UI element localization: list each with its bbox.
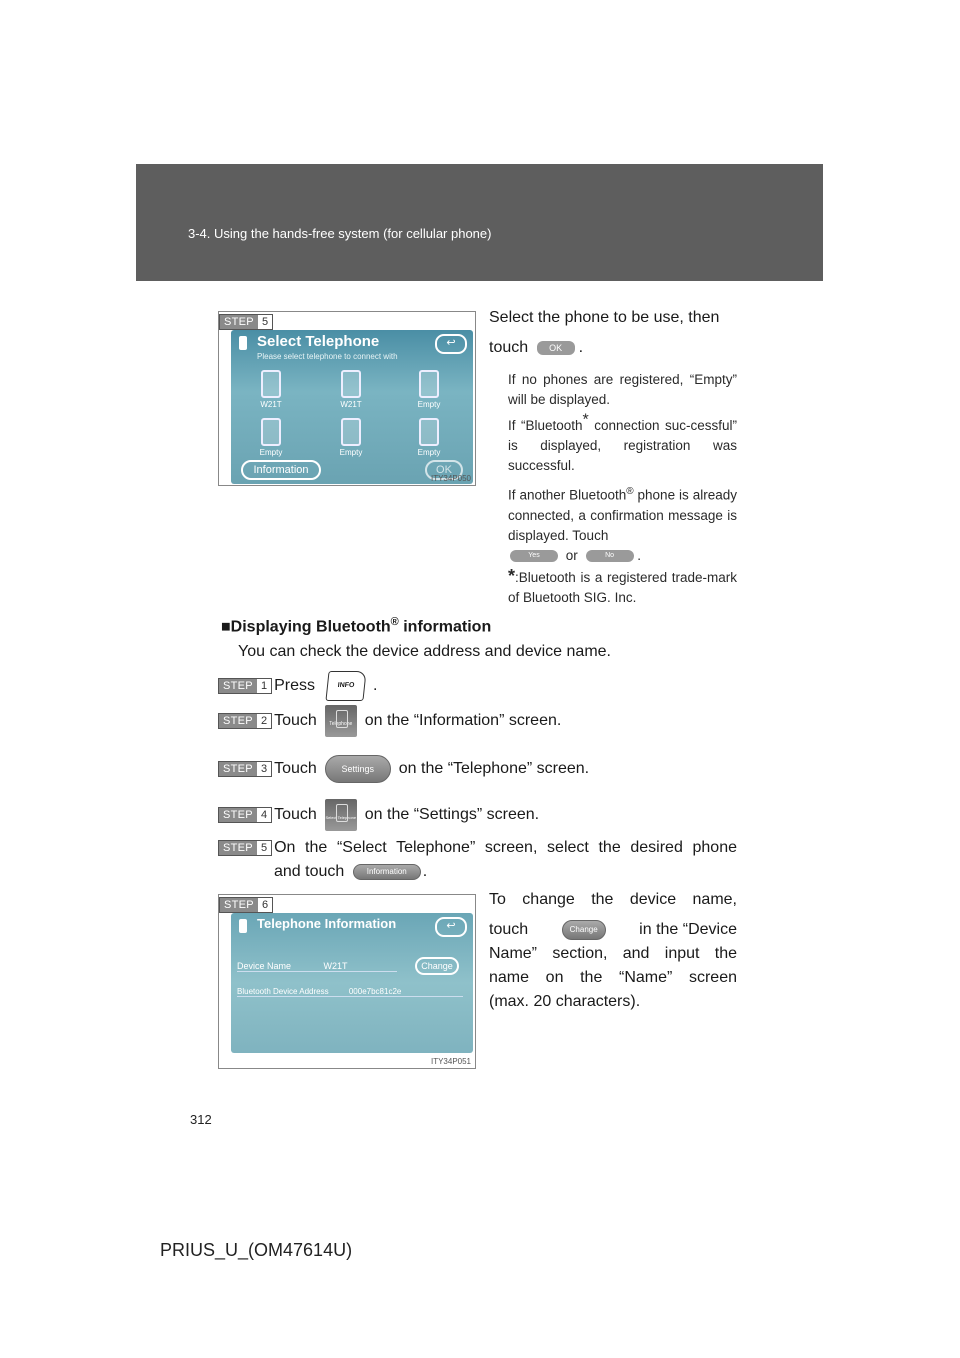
phone-slot[interactable]: W21T [331, 370, 371, 409]
select-telephone-screen [231, 330, 473, 484]
info-button-icon: INFO [325, 671, 366, 701]
phone-icon [341, 370, 361, 398]
step-badge: STEP 5 [218, 840, 272, 856]
change-button[interactable]: Change [415, 957, 459, 975]
ok-button-inline: OK [537, 341, 575, 355]
phone-slot[interactable]: Empty [331, 418, 371, 457]
device-address-label: Bluetooth Device Address [237, 987, 329, 996]
step-badge: STEP 3 [218, 761, 272, 777]
device-name-label: Device Name [237, 961, 292, 971]
step-1: STEP 1 Press INFO . [218, 670, 377, 702]
footnote: *:Bluetooth is a registered trade-mark of Bluetooth SIG. Inc. [508, 566, 737, 605]
yes-button-inline: Yes [510, 550, 558, 562]
device-name-value: W21T [323, 961, 348, 971]
step-2: STEP 2 Touch Telephone on the “Information” screen. [218, 704, 561, 738]
back-icon[interactable]: ↩ [435, 334, 467, 354]
section-intro: You can check the device address and device name. [238, 643, 611, 660]
screen-title: Select Telephone [257, 333, 380, 350]
settings-button-icon: Settings [325, 755, 391, 783]
no-button-inline: No [586, 550, 634, 562]
step-badge: STEP 4 [218, 807, 272, 823]
phone-slot[interactable]: Empty [409, 418, 449, 457]
step-5: STEP 5 On the “Select Telephone” screen, select the desired phone and touch Information . [218, 836, 737, 884]
note-success: If “Bluetooth* connection suc-cessful” is displayed, registration was successful. [508, 411, 737, 473]
phone-icon [239, 336, 247, 350]
phone-icon [261, 370, 281, 398]
telephone-information-screenshot [218, 894, 476, 1069]
step-badge: STEP 2 [218, 713, 272, 729]
image-code: ITY34P051 [430, 1057, 471, 1066]
section-heading: ■Displaying Bluetooth® information [221, 616, 492, 636]
step-badge: STEP 5 [219, 314, 273, 330]
phone-icon [341, 418, 361, 446]
phone-icon [419, 370, 439, 398]
device-address-value: 000e7bc81c2e [348, 987, 402, 996]
step-4: STEP 4 Touch Select Telephone on the “Settings” screen. [218, 798, 539, 832]
note-empty: If no phones are registered, “Empty” will be displayed. [508, 372, 737, 407]
device-name-row [237, 961, 397, 972]
telephone-icon: Telephone [325, 705, 357, 737]
page-number: 312 [190, 1112, 212, 1127]
phone-icon [239, 919, 247, 933]
screen-title: Telephone Information [257, 916, 397, 931]
phone-icon [261, 418, 281, 446]
information-button-icon: Information [353, 864, 421, 880]
telephone-information-screen [231, 913, 473, 1053]
note-confirm: If another Bluetooth® phone is already connected, a confirmation message is displayed. Touch [508, 486, 737, 543]
information-button[interactable]: Information [241, 460, 321, 480]
device-address-row [237, 987, 463, 997]
ok-button[interactable]: OK [425, 460, 463, 480]
manual-code: PRIUS_U_(OM47614U) [160, 1240, 353, 1260]
change-button-inline: Change [562, 920, 606, 940]
phone-slot[interactable]: W21T [251, 370, 291, 409]
step-badge: STEP 1 [218, 678, 272, 694]
instruction-text: Select the phone to be use, then touch OK . [489, 309, 720, 356]
step-badge: STEP 6 [219, 897, 273, 913]
phone-icon [419, 418, 439, 446]
back-icon[interactable]: ↩ [435, 917, 467, 937]
select-telephone-icon: Select Telephone [325, 799, 357, 831]
screen-subtitle: Please select telephone to connect with [257, 352, 398, 361]
image-code: ITY34P050 [430, 474, 471, 483]
phone-slot[interactable]: Empty [409, 370, 449, 409]
step-3: STEP 3 Touch Settings on the “Telephone” screen. [218, 752, 589, 786]
select-telephone-screenshot [218, 311, 476, 486]
change-name-text: To change the device name, touch Change in the “Device Name” section, and input the name on the “Name” screen (max. 20 characters). [489, 891, 737, 1010]
section-header-band [136, 164, 823, 281]
phone-slot[interactable]: Empty [251, 418, 291, 457]
notes: If no phones are registered, “Empty” will be displayed. If “Bluetooth* connection suc-cessful” is displayed, registration was successful. If another Bluetooth® phone is already connected, a confirmation message is displayed. Touch Yes or No . [508, 372, 737, 563]
section-title: 3-4. Using the hands-free system (for cellular phone) [188, 226, 492, 241]
